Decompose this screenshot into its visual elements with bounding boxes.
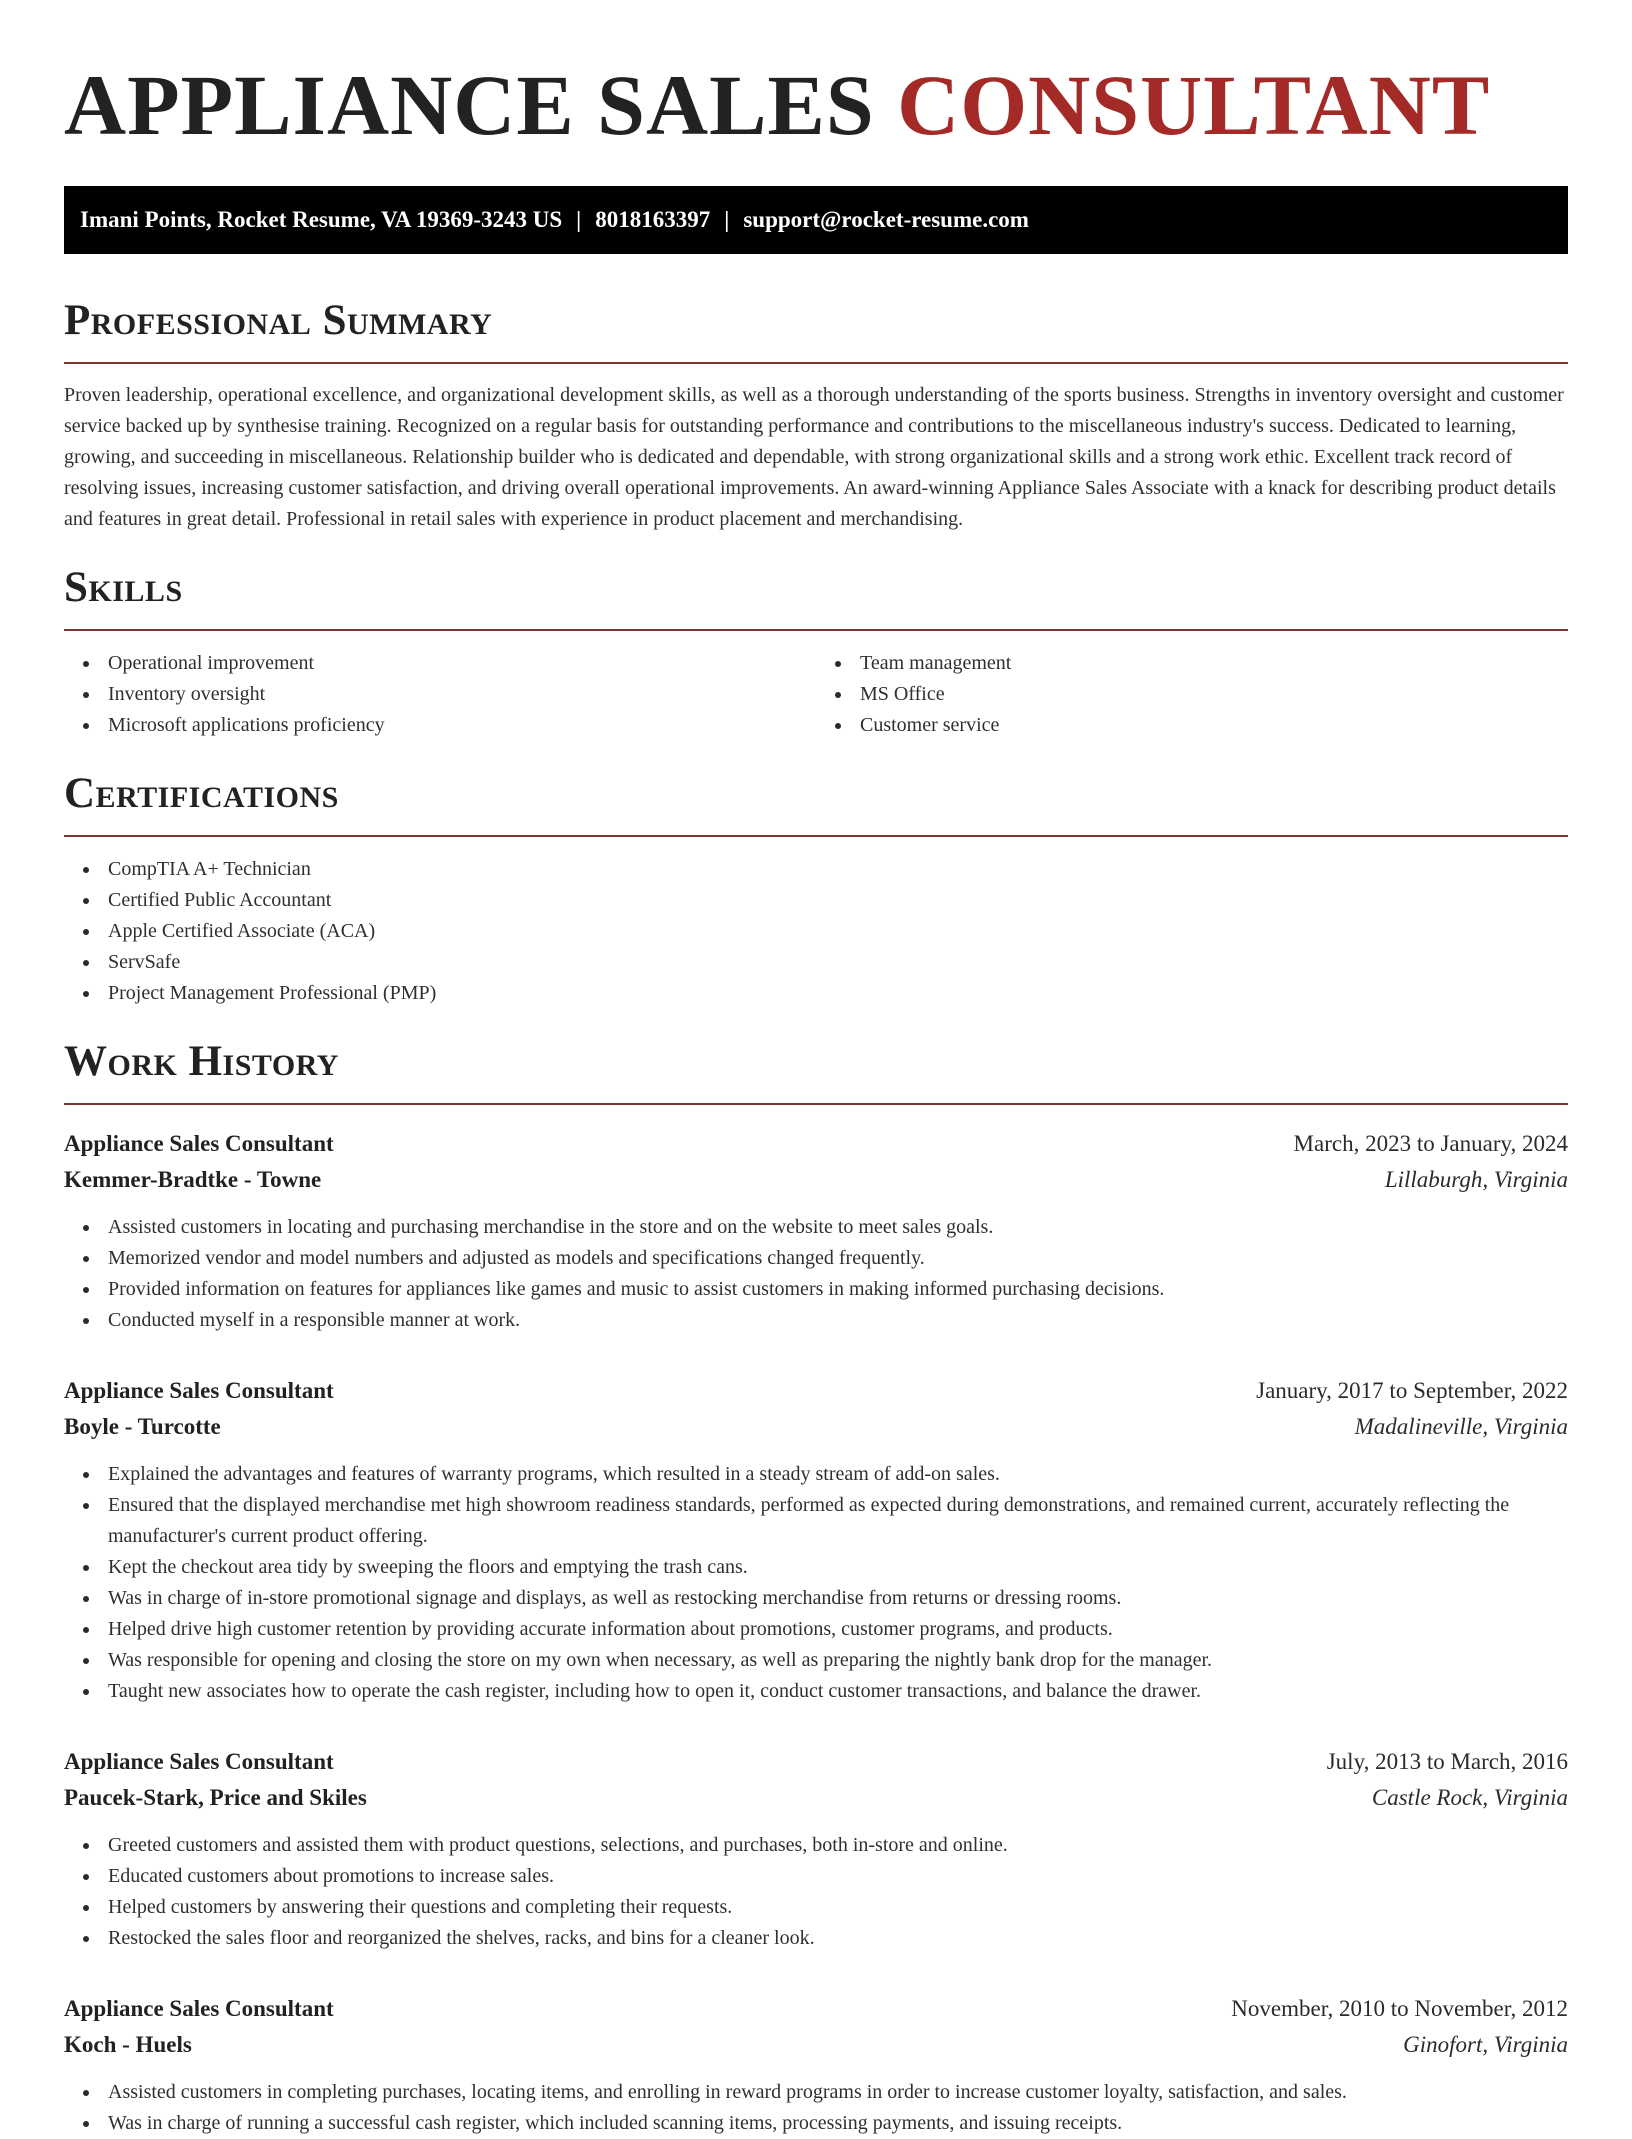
job-entry bbox=[64, 1744, 1568, 1954]
skill-item: Inventory oversight bbox=[108, 679, 816, 710]
certification-item: Certified Public Accountant bbox=[108, 885, 1568, 916]
job-duty: Was in charge of running a successful cash register, which included scanning items, processing payments, and issuing receipts. bbox=[108, 2108, 1568, 2139]
skills-heading: Skills bbox=[64, 564, 183, 611]
job-location: Ginofort, Virginia bbox=[1403, 2032, 1568, 2057]
job-title: Appliance Sales Consultant bbox=[64, 1996, 334, 2021]
contact-separator: | bbox=[724, 207, 730, 232]
job-title: Appliance Sales Consultant bbox=[64, 1378, 334, 1403]
contact-separator: | bbox=[576, 207, 582, 232]
job-duties bbox=[64, 1459, 1568, 1707]
job-duty: Assisted customers in locating and purchasing merchandise in the store and on the website to meet sales goals. bbox=[108, 1212, 1568, 1243]
job-duty: Explained the advantages and features of warranty programs, which resulted in a steady stream of add-on sales. bbox=[108, 1459, 1568, 1490]
skills-column-1 bbox=[64, 648, 816, 741]
certification-item: Project Management Professional (PMP) bbox=[108, 978, 1568, 1009]
skill-item: Operational improvement bbox=[108, 648, 816, 679]
skill-item: Customer service bbox=[860, 710, 1568, 741]
job-company: Boyle - Turcotte bbox=[64, 1414, 221, 1439]
job-duties bbox=[64, 2077, 1568, 2139]
job-dates: July, 2013 to March, 2016 bbox=[1326, 1749, 1568, 1774]
job-duty: Conducted myself in a responsible manner at work. bbox=[108, 1305, 1568, 1336]
section-divider bbox=[64, 1103, 1568, 1105]
job-duty: Greeted customers and assisted them with product questions, selections, and purchases, both in-store and online. bbox=[108, 1830, 1568, 1861]
job-company: Kemmer-Bradtke - Towne bbox=[64, 1167, 322, 1192]
job-entry bbox=[64, 1373, 1568, 1707]
job-company-row bbox=[64, 1780, 1568, 1816]
certification-item: Apple Certified Associate (ACA) bbox=[108, 916, 1568, 947]
job-title-row bbox=[64, 1991, 1568, 2027]
job-company-row bbox=[64, 1409, 1568, 1445]
job-duty: Restocked the sales floor and reorganized the shelves, racks, and bins for a cleaner look. bbox=[108, 1923, 1568, 1954]
contact-address: Imani Points, Rocket Resume, VA 19369-3243 US bbox=[80, 207, 563, 232]
certification-item: CompTIA A+ Technician bbox=[108, 854, 1568, 885]
job-title-row bbox=[64, 1373, 1568, 1409]
job-duties bbox=[64, 1830, 1568, 1954]
summary-heading: Professional Summary bbox=[64, 297, 493, 344]
job-location: Lillaburgh, Virginia bbox=[1384, 1167, 1568, 1192]
certifications-section bbox=[64, 769, 1568, 1009]
job-dates: March, 2023 to January, 2024 bbox=[1293, 1131, 1568, 1156]
job-dates: November, 2010 to November, 2012 bbox=[1231, 1996, 1568, 2021]
job-duty: Helped customers by answering their questions and completing their requests. bbox=[108, 1892, 1568, 1923]
summary-section bbox=[64, 296, 1568, 535]
work-history-section bbox=[64, 1037, 1568, 2139]
section-divider bbox=[64, 835, 1568, 837]
summary-text: Proven leadership, operational excellence, and organizational development skills, as well as a thorough understanding of the sports business. Strengths in inventory oversight and customer service backed up by synthesise training. Recognized on a regular basis for outstanding performance and contributions to the miscellaneous industry's success. Dedicated to learning, growing, and succeeding in miscellaneous. Relationship builder who is dedicated and dependable, with strong organizational skills and a strong work ethic. Excellent track record of resolving issues, increasing customer satisfaction, and driving overall operational improvements. An award-winning Appliance Sales Associate with a knack for describing product details and features in great detail. Professional in retail sales with experience in product placement and merchandising. bbox=[64, 384, 1564, 530]
job-duty: Assisted customers in completing purchases, locating items, and enrolling in reward programs in order to increase customer loyalty, satisfaction, and sales. bbox=[108, 2077, 1568, 2108]
certifications-list bbox=[64, 854, 1568, 1009]
job-duty: Was in charge of in-store promotional signage and displays, as well as restocking merchandise from returns or dressing rooms. bbox=[108, 1583, 1568, 1614]
skill-item: MS Office bbox=[860, 679, 1568, 710]
job-title-row bbox=[64, 1126, 1568, 1162]
job-entry bbox=[64, 1991, 1568, 2139]
contact-bar bbox=[64, 186, 1568, 254]
skills-column-2 bbox=[816, 648, 1568, 741]
job-company: Koch - Huels bbox=[64, 2032, 192, 2057]
job-location: Madalineville, Virginia bbox=[1354, 1414, 1568, 1439]
job-title: Appliance Sales Consultant bbox=[64, 1131, 334, 1156]
skills-grid bbox=[64, 631, 1568, 741]
section-divider bbox=[64, 362, 1568, 364]
job-duty: Kept the checkout area tidy by sweeping the floors and emptying the trash cans. bbox=[108, 1552, 1568, 1583]
job-entry bbox=[64, 1126, 1568, 1336]
job-dates: January, 2017 to September, 2022 bbox=[1256, 1378, 1568, 1403]
contact-phone: 8018163397 bbox=[595, 207, 711, 232]
certifications-heading: Certifications bbox=[64, 770, 339, 817]
contact-email: support@rocket-resume.com bbox=[743, 207, 1029, 232]
skills-section bbox=[64, 563, 1568, 741]
resume-title bbox=[64, 58, 1568, 152]
title-main: APPLIANCE SALES bbox=[64, 57, 898, 153]
job-location: Castle Rock, Virginia bbox=[1371, 1785, 1568, 1810]
job-duty: Taught new associates how to operate the cash register, including how to open it, conduct customer transactions, and balance the drawer. bbox=[108, 1676, 1568, 1707]
job-company-row bbox=[64, 1162, 1568, 1198]
work-history-heading: Work History bbox=[64, 1038, 339, 1085]
job-duty: Provided information on features for appliances like games and music to assist customers in making informed purchasing decisions. bbox=[108, 1274, 1568, 1305]
job-duty: Was responsible for opening and closing the store on my own when necessary, as well as preparing the nightly bank drop for the manager. bbox=[108, 1645, 1568, 1676]
title-accent: CONSULTANT bbox=[897, 57, 1491, 153]
job-duty: Memorized vendor and model numbers and adjusted as models and specifications changed frequently. bbox=[108, 1243, 1568, 1274]
job-duty: Ensured that the displayed merchandise met high showroom readiness standards, performed as expected during demonstrations, and remained current, accurately reflecting the manufacturer's current product offering. bbox=[108, 1490, 1568, 1552]
job-title-row bbox=[64, 1744, 1568, 1780]
job-duty: Educated customers about promotions to increase sales. bbox=[108, 1861, 1568, 1892]
job-company-row bbox=[64, 2027, 1568, 2063]
job-duties bbox=[64, 1212, 1568, 1336]
skill-item: Team management bbox=[860, 648, 1568, 679]
skill-item: Microsoft applications proficiency bbox=[108, 710, 816, 741]
certification-item: ServSafe bbox=[108, 947, 1568, 978]
job-company: Paucek-Stark, Price and Skiles bbox=[64, 1785, 367, 1810]
job-duty: Helped drive high customer retention by providing accurate information about promotions, customer programs, and products. bbox=[108, 1614, 1568, 1645]
job-title: Appliance Sales Consultant bbox=[64, 1749, 334, 1774]
